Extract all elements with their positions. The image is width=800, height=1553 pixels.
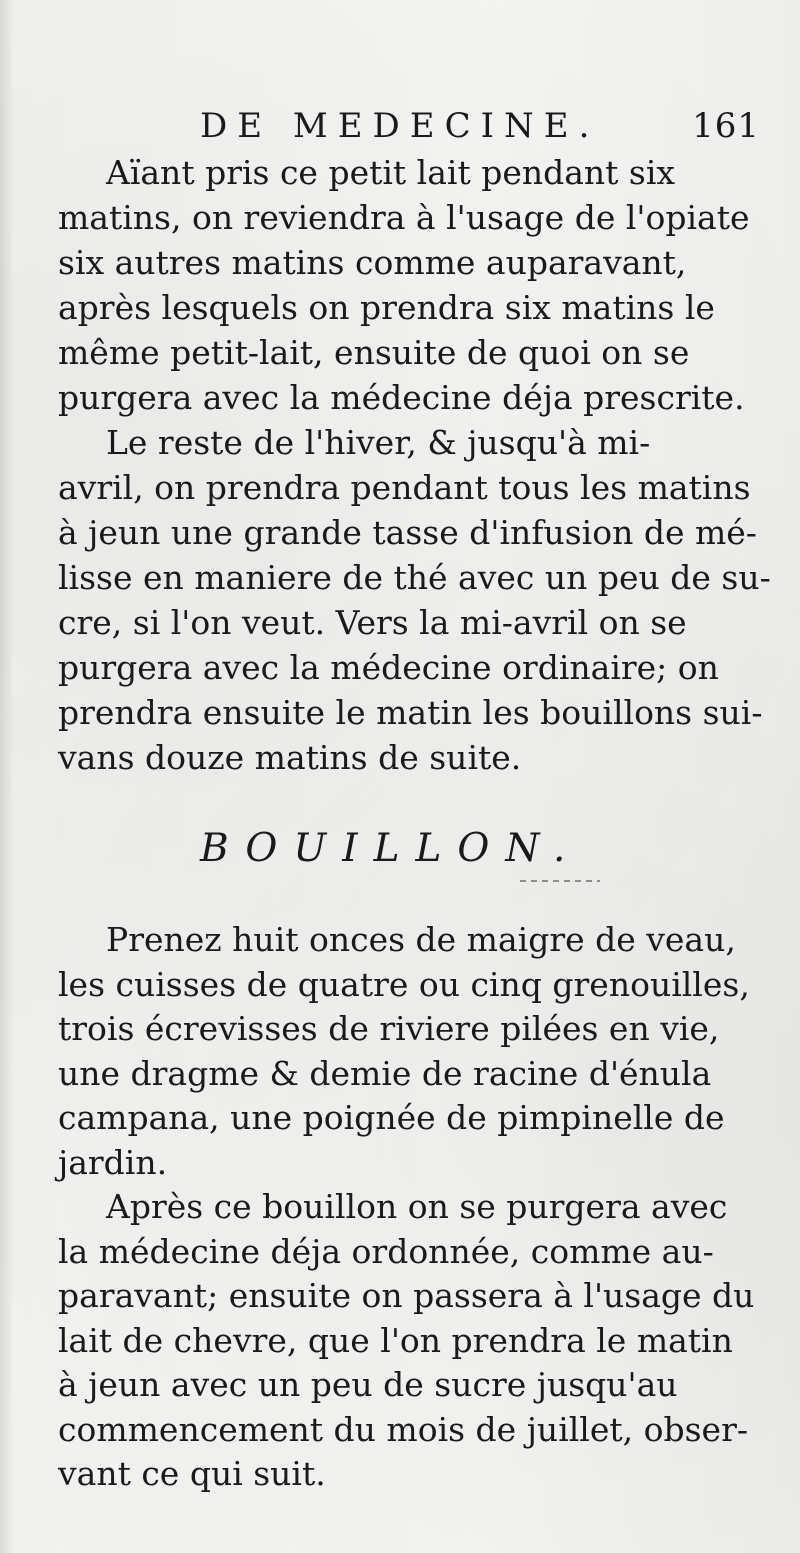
text-line: prendra ensuite le matin les bouillons sui- bbox=[58, 693, 763, 732]
text-line: paravant; ensuite on passera à l'usage du bbox=[58, 1276, 755, 1315]
text-line: avril, on prendra pendant tous les matins bbox=[58, 468, 751, 507]
text-line: purgera avec la médecine ordinaire; on bbox=[58, 648, 719, 687]
text-line: six autres matins comme auparavant, bbox=[58, 243, 687, 282]
text-line: purgera avec la médecine déja prescrite. bbox=[58, 378, 745, 417]
text-line: jardin. bbox=[58, 1142, 168, 1182]
text-line: lisse en maniere de thé avec un peu de su- bbox=[58, 558, 771, 597]
body-text-bottom bbox=[58, 918, 758, 1497]
page-number: 161 bbox=[692, 106, 760, 146]
text-line: Le reste de l'hiver, & jusqu'à mi- bbox=[106, 423, 651, 462]
text-line: cre, si l'on veut. Vers la mi-avril on se bbox=[58, 603, 687, 642]
text-line: matins, on reviendra à l'usage de l'opiate bbox=[58, 198, 750, 237]
text-line: une dragme & demie de racine d'énula bbox=[58, 1053, 712, 1093]
text-line: même petit-lait, ensuite de quoi on se bbox=[58, 333, 690, 372]
body-text-top bbox=[58, 150, 771, 780]
text-line: lait de chevre, que l'on prendra le matin bbox=[58, 1320, 733, 1360]
text-line: vant ce qui suit. bbox=[58, 1454, 326, 1493]
text-line: vans douze matins de suite. bbox=[58, 738, 522, 777]
text-line: campana, une poignée de pimpinelle de bbox=[58, 1098, 725, 1137]
page-header bbox=[200, 106, 760, 150]
text-line: Après ce bouillon on se purgera avec bbox=[106, 1187, 728, 1226]
text-line: trois écrevisses de riviere pilées en vie, bbox=[58, 1009, 720, 1048]
text-line: à jeun une grande tasse d'infusion de mé- bbox=[58, 513, 757, 552]
text-line: à jeun avec un peu de sucre jusqu'au bbox=[58, 1365, 678, 1404]
text-line: les cuisses de quatre ou cinq grenouilles, bbox=[58, 964, 750, 1004]
text-line: après lesquels on prendra six matins le bbox=[58, 288, 715, 327]
running-head: DE MEDECINE. bbox=[200, 106, 600, 146]
section-title: BOUILLON. bbox=[200, 826, 582, 871]
text-line: Prenez huit onces de maigre de veau, bbox=[106, 920, 736, 959]
text-line: commencement du mois de juillet, obser- bbox=[58, 1409, 749, 1449]
title-ornament bbox=[510, 872, 610, 884]
text-line: Aïant pris ce petit lait pendant six bbox=[106, 153, 676, 192]
text-line: la médecine déja ordonnée, comme au- bbox=[58, 1231, 714, 1271]
